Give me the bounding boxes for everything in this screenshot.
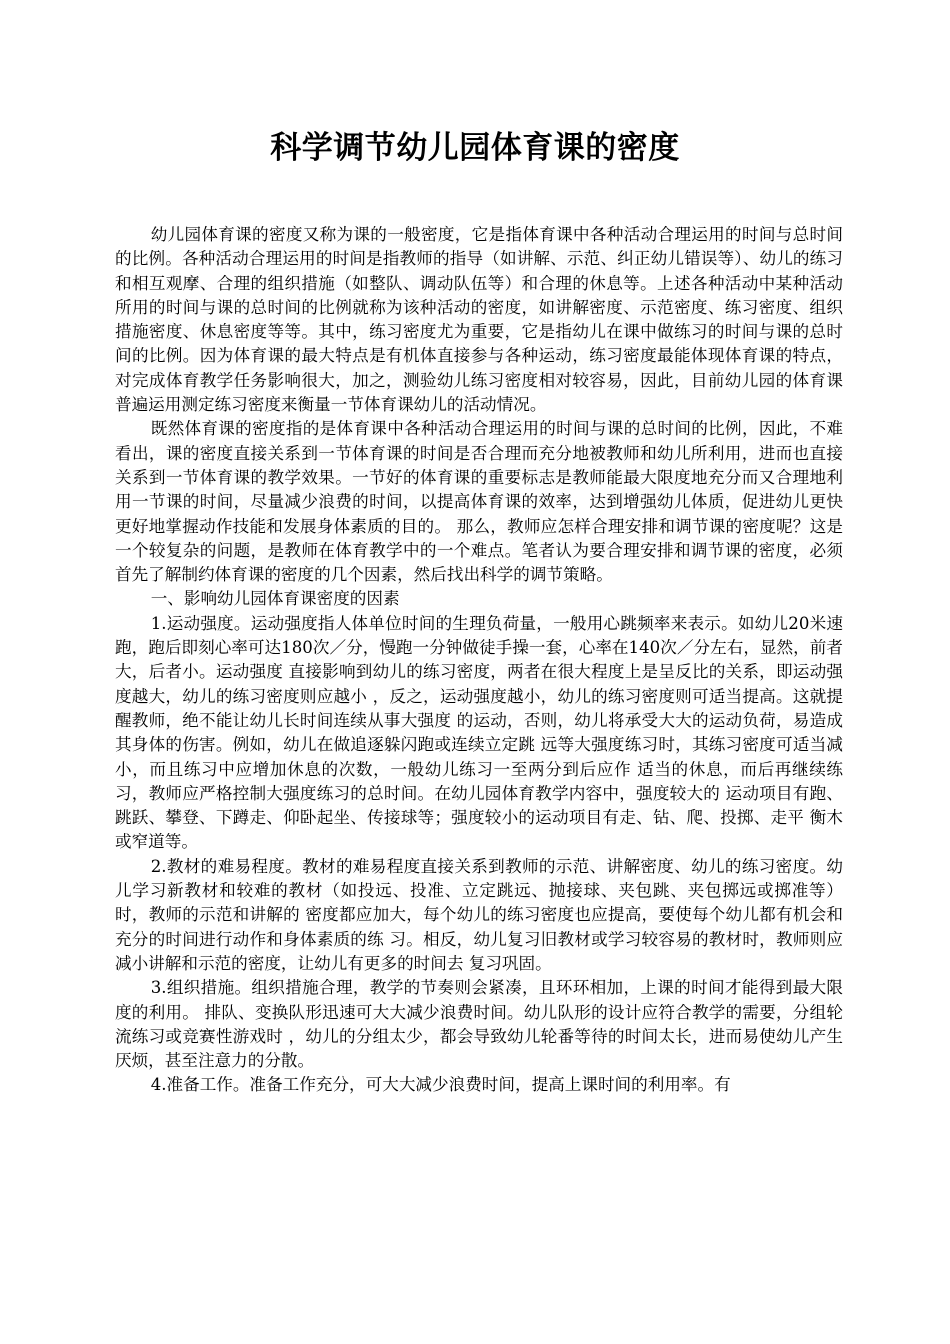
paragraph-intro: 幼儿园体育课的密度又称为课的一般密度，它是指体育课中各种活动合理运用的时间与总时间的比例。各种活动合理运用的时间是指教师的指导（如讲解、示范、纠正幼儿错误等）、幼儿的练习和相互观摩、合理的组织措施（如整队、调动队伍等）和合理的休息等。上述各种活动中某种活动所用的时间与课的总时间的比例就称为该种活动的密度，如讲解密度、示范密度、练习密度、组织措施密度、休息密度等等。其中，练习密度尤为重要，它是指幼儿在课中做练习的时间与课的总时间的比例。因为体育课的最大特点是有机体直接参与各种运动，练习密度最能体现体育课的特点，对完成体育教学任务影响很大，加之，测验幼儿练习密度相对较容易，因此，目前幼儿园的体育课普遍运用测定练习密度来衡量一节体育课幼儿的活动情况。 <box>115 225 843 415</box>
paragraph-density-significance: 既然体育课的密度指的是体育课中各种活动合理运用的时间与课的总时间的比例，因此，不难看出，课的密度直接关系到一节体育课的时间是否合理而充分地被教师和幼儿所利用，进而也直接关系到一节体育课的教学效果。一节好的体育课的重要标志是教师能最大限度地充分而又合理地利用一节课的时间，尽量减少浪费的时间，以提高体育课的效率，达到增强幼儿体质，促进幼儿更快更好地掌握动作技能和发展身体素质的目的。 那么，教师应怎样合理安排和调节课的密度呢？这是一个较复杂的问题，是教师在体育教学中的一个难点。笔者认为要合理安排和调节课的密度，必须首先了解制约体育课的密度的几个因素，然后找出科学的调节策略。 <box>115 419 843 585</box>
section-heading-factors: 一、影响幼儿园体育课密度的因素 <box>150 589 400 609</box>
paragraph-material-difficulty: 2.教材的难易程度。教材的难易程度直接关系到教师的示范、讲解密度、幼儿的练习密度。幼儿学习新教材和较难的教材（如投远、投准、立定跳远、抛接球、夹包跳、夹包掷远或掷准等）时，教师的示范和讲解的 密度都应加大，每个幼儿的练习密度也应提高，要使每个幼儿都有机会和充分的时间进行动作和身体素质的练 习。相反，幼儿复习旧教材或学习较容易的教材时，教师则应减小讲解和示范的密度，让幼儿有更多的时间去 复习巩固。 <box>115 856 843 973</box>
document-body <box>115 223 843 1098</box>
document-title: 科学调节幼儿园体育课的密度 <box>270 130 680 166</box>
paragraph-organization-measures: 3.组织措施。组织措施合理，教学的节奏则会紧凑，且环环相加，上课的时间才能得到最大限度的利用。 排队、变换队形迅速可大大减少浪费时间。幼儿队形的设计应符合教学的需要，分组轮流练习或竞赛性游戏时 ，幼儿的分组太少，都会导致幼儿轮番等待的时间太长，进而易使幼儿产生厌烦，甚至注意力的分散。 <box>115 978 843 1071</box>
paragraph-exercise-intensity: 1.运动强度。运动强度指人体单位时间的生理负荷量，一般用心跳频率来表示。如幼儿20米速跑，跑后即刻心率可达180次／分，慢跑一分钟做徒手操一套，心率在140次／分左右，显然，前者大，后者小。运动强度 直接影响到幼儿的练习密度，两者在很大程度上是呈反比的关系，即运动强度越大，幼儿的练习密度则应越小 ，反之，运动强度越小，幼儿的练习密度则可适当提高。这就提醒教师，绝不能让幼儿长时间连续从事大强度 的运动，否则，幼儿将承受大大的运动负荷，易造成其身体的伤害。例如，幼儿在做追逐躲闪跑或连续立定跳 远等大强度练习时，其练习密度可适当减小，而且练习中应增加休息的次数，一般幼儿练习一至两分到后应作 适当的休息，而后再继续练习，教师应严格控制大强度练习的总时间。在幼儿园体育教学内容中，强度较大的 运动项目有跑、跳跃、攀登、下蹲走、仰卧起坐、传接球等；强度较小的运动项目有走、钻、爬、投掷、走平 衡木或窄道等。 <box>115 613 843 852</box>
paragraph-preparation: 4.准备工作。准备工作充分，可大大减少浪费时间，提高上课时间的利用率。有 <box>150 1075 731 1095</box>
